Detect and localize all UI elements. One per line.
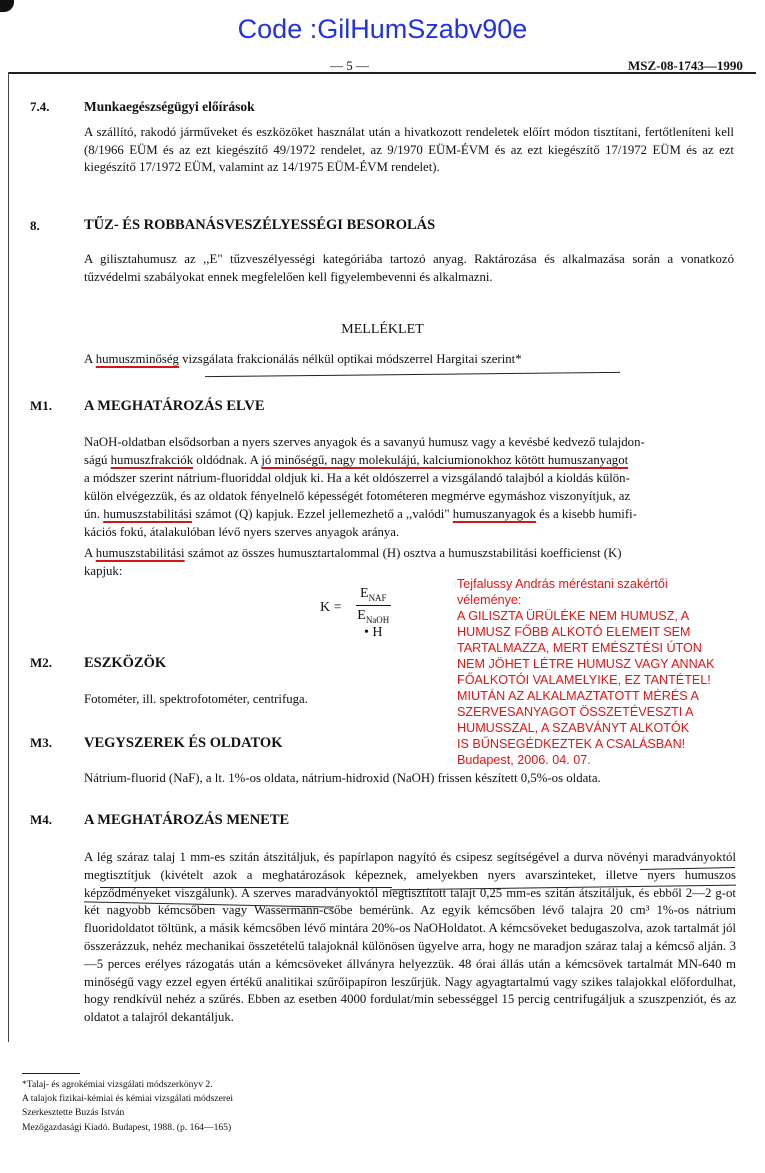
note-line: A GILISZTA ÜRÜLÉKE NEM HUMUSZ, A [457,609,690,623]
page-frame-left [8,72,9,1042]
m1-line-7-b: számot az összes humusztartalommal (H) osztva a humuszstabilitási koefficienst (K) [184,546,622,560]
note-line: HUMUSZ FŐBB ALKOTÓ ELEMEIT SEM [457,625,691,639]
m1-highlight-humuszstabilitasi: humuszstabilitási [103,507,193,521]
note-line: MIUTÁN AZ ALKALMAZTATOTT MÉRÉS A [457,689,699,703]
section-7-4-text: A szállító, rakodó járműveket és eszközöket használat után a hivatkozott rendeletek előírt módon tisztítani, fertőtleníteni kell (8/1966 EÜM és az ezt kiegészítő 49/1972 rendelet, az 9/1970 EÜM-ÉVM és az ezt kiegészítő 17/1972 EÜM és az ezt kiegészítő 17/1972 EÜM, valamint az 14/1975 EÜM-ÉVM rendelet). [84,125,734,174]
annex-subtitle-b: vizsgálata frakcionálás nélkül optikai módszerrel Hargitai szerint* [178,352,522,366]
section-m3-number: M3. [30,735,53,750]
note-line: Budapest, 2006. 04. 07. [457,753,591,767]
section-7-4-number: 7.4. [30,99,50,114]
formula-den-sub: NaOH [365,614,390,625]
note-line: HUMUSSZAL, A SZABVÁNYT ALKOTÓK [457,721,690,735]
document-code: Code :GilHumSzabv90e [237,14,528,44]
m1-line-8: kapjuk: [84,564,123,578]
ink-underline [205,372,620,377]
m1-highlight-humuszstabilitasi-2: humuszstabilitási [95,546,185,560]
m1-line-2 [84,453,628,468]
formula-denominator [356,606,391,641]
section-m1-number: M1. [30,398,53,413]
note-line: IS BŰNSEGÉDKEZTEK A CSALÁSBAN! [457,737,686,751]
section-8-text: A gilisztahumusz az ,,E" tűzveszélyességi kategóriába tartozó anyag. Raktározása és alkalmazása során a vonatkozó tűzvédelmi szabályokat ennek megfelelően kell figyelembevenni és alkalmazni. [84,252,734,284]
m1-line-2-a: ságú [84,453,111,467]
annex-subtitle [84,352,522,367]
formula-num-base: E [360,586,369,601]
section-m1-title: A MEGHATÁROZÁS ELVE [84,398,265,414]
note-line: NEM JÖHET LÉTRE HUMUSZ VAGY ANNAK [457,657,715,671]
formula-fraction [356,586,391,641]
ink-underline [100,887,392,888]
note-line: véleménye: [457,593,522,607]
m1-highlight-humuszfrakciok: humuszfrakciók [110,453,194,467]
m1-line-7-a: A [84,546,96,560]
formula-den-rest: • H [364,624,383,640]
section-m3-text: Nátrium-fluorid (NaF), a lt. 1%-os oldata, nátrium-hidroxid (NaOH) frissen készített 0,5%-os oldata. [84,771,601,785]
m1-highlight-humuszanyagok: humuszanyagok [452,507,536,521]
section-m2-number: M2. [30,655,53,670]
m1-line-3: a módszer szerint nátrium-fluoriddal oldjuk ki. Ha a két oldószerrel a vizsgálandó talajból a kioldás külön- [84,471,630,485]
footnote [22,1078,233,1135]
formula-num-sub: NAF [368,592,387,603]
section-m4-text: A lég száraz talaj 1 mm-es szitán átszitáljuk, és papírlapon nagyító és csipesz segítségével a durva növényi maradványoktól megtisztítjuk (kivételt azok a meghatározások képeznek, amelyekben nyers avarszinteket, illetve nyers humuszos képződményeket viszgálunk). A szerves maradványoktól megtisztított talajt 0,25 mm-es szitán átszitáljuk, és ebből 2—2 g-ot két nagyobb kémcsőben vagy Wassermann-csőbe bemérünk. Az egyik kémcsőben lévő talajra 20 cm³ 1%-os nátrium fluoridoldatot töltünk, a másik kémcsőben lévő mintára 20%-os NaOHoldatot. A kémcsöveket bedugaszolva, azok tartalmát jól összerázzuk, nehéz mechanikai összetételű talajoknál különösen ügyelve arra, hogy ne maradjon száraz talaj a kémcső alján. 3—5 perces erélyes rázogatás után a kémcsöveket állványra helyezzük. 48 órai állás után a kémcsövek tartalmát MN-640 m minőségű vagy ezzel egyen értékű analitikai szűrőipapíron leszűrjük. Nagy agyagtartalmú vagy szikes talajokkal előfordulhat, hogy rendkívül nehéz a szűrés. Ebben az esetben 4000 fordulat/min sebességgel 15 percig centrifugáljuk a szuszpenziót, és az oldatot a talajról dekantáljuk. [84,850,736,1025]
scan-corner-mark [0,0,14,12]
standard-number: MSZ-08-1743—1990 [628,58,743,73]
expert-opinion-note [457,576,757,768]
formula-numerator [356,586,391,606]
m1-line-2-b: oldódnak. A [193,453,262,467]
footnote-line: *Talaj- és agrokémiai vizsgálati módszerkönyv 2. [22,1079,213,1090]
annex-title: MELLÉKLET [341,322,424,337]
m1-line-5-c: és a kisebb humifi- [535,507,637,521]
page-frame-top [8,72,756,74]
page-number: — 5 — [330,58,369,73]
m1-line-5 [84,507,637,522]
section-m2-title: ESZKÖZÖK [84,655,167,671]
footnote-line: Mezőgazdasági Kiadó. Budapest, 1988. (p. 164—165) [22,1121,232,1133]
m1-line-5-a: ún. [84,507,104,521]
m1-line-4: külön elvégezzük, és az oldatok fényelnelő képességét fotométeren megmérve egymáshoz viszonyítjuk, az [84,489,631,503]
note-line: Tejfalussy András méréstani szakértői [457,577,668,591]
section-8-title: TŰZ- ÉS ROBBANÁSVESZÉLYESSÉGI BESOROLÁS [84,217,436,233]
section-m3-title: VEGYSZEREK ÉS OLDATOK [84,735,283,751]
note-line: FŐALKOTÓI VALAMELYIKE, EZ TANTÉTEL! [457,673,711,687]
formula-lhs: K = [320,600,342,615]
section-m4-title: A MEGHATÁROZÁS MENETE [84,812,290,828]
note-line: TARTALMAZZA, MERT EMÉSZTÉSI ÚTON [457,641,702,655]
m1-line-5-b: számot (Q) kapjuk. Ezzel jellemezhető a ,,valódi" [192,507,453,521]
section-m4-number: M4. [30,812,53,827]
section-7-4-title: Munkaegészségügyi előírások [84,99,255,114]
formula-den-base: E [357,607,366,623]
annex-subtitle-a: A [84,352,96,366]
m1-line-7 [84,546,622,561]
note-line: SZERVESANYAGOT ÖSSZETÉVESZTI A [457,705,694,719]
m1-line-6: kációs fokú, átalakulóban lévő nyers szerves anyagok aránya. [84,525,400,539]
footnote-line: A talajok fizikai-kémiai és kémiai vizsgálati módszerei [22,1093,233,1105]
section-8-number: 8. [30,218,40,233]
footnote-line: Szerkesztette Buzás István [22,1107,125,1119]
m1-line-1: NaOH-oldatban elsődsorban a nyers szerves anyagok és a savanyú humusz vagy a kevésbé kedvező tulajdon- [84,435,645,449]
footnote-rule [22,1073,80,1074]
section-m2-text: Fotométer, ill. spektrofotométer, centrifuga. [84,692,308,706]
annex-subtitle-highlight: humuszminőség [95,352,179,366]
m1-highlight-jo-minosegu: jó minőségű, nagy molekulájú, kalciumionokhoz kötött humuszanyagot [261,453,629,467]
